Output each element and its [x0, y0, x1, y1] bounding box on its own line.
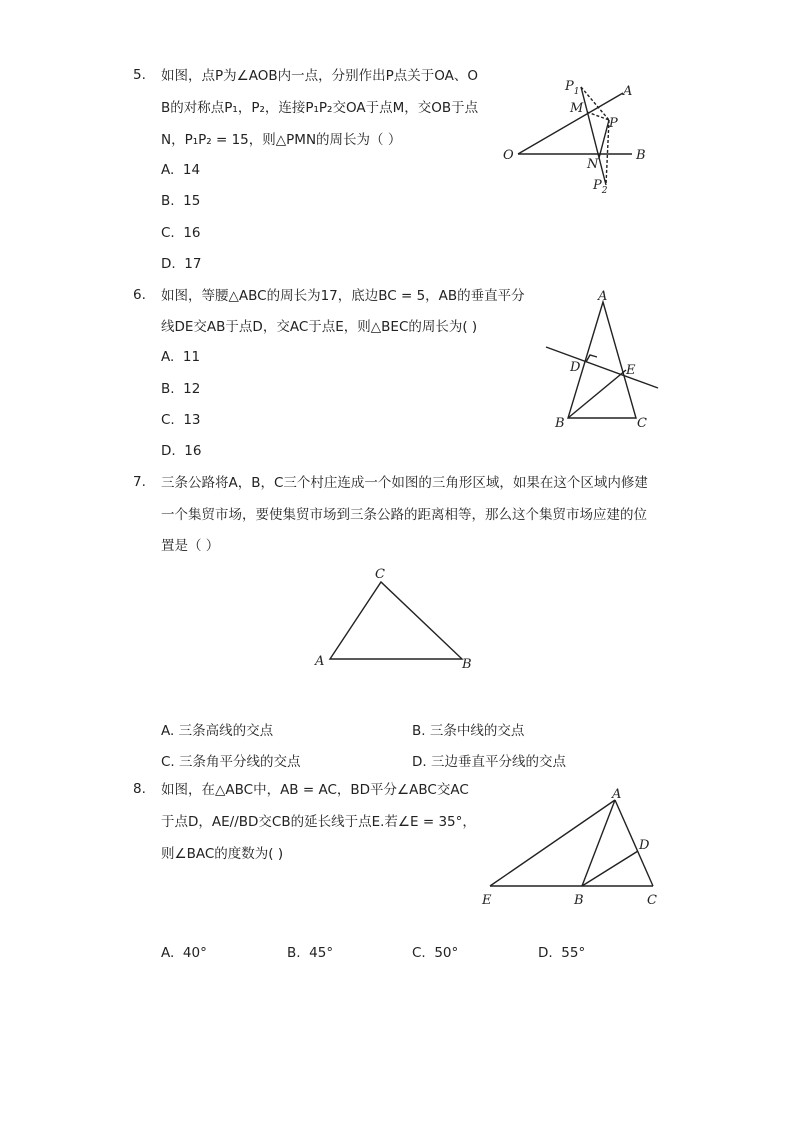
segment-mp	[587, 112, 609, 120]
figure-angle-aob	[495, 70, 665, 205]
option-text: 12	[183, 381, 201, 397]
label-p1: $P_1$	[565, 79, 580, 97]
question-number: 5.	[133, 67, 146, 83]
option-text: 三条角平分线的交点	[179, 754, 301, 770]
question-number: 6.	[133, 287, 146, 303]
question-text-line: 则∠BAC的度数为( )	[161, 846, 284, 862]
option-letter: C.	[161, 412, 175, 428]
question-number: 8.	[133, 781, 146, 797]
option-text: 16	[183, 225, 201, 241]
option-c[interactable]	[161, 225, 201, 241]
option-letter: B.	[287, 945, 301, 961]
option-letter: A.	[161, 723, 175, 739]
label-n: N	[587, 157, 599, 172]
option-d[interactable]	[161, 443, 201, 459]
question-number: 7.	[133, 474, 146, 490]
option-b[interactable]	[412, 719, 524, 739]
option-text: 17	[184, 256, 202, 272]
question-text-line: 三条公路将A，B，C三个村庄连成一个如图的三角形区域，如果在这个区域内修建	[161, 475, 648, 491]
question-text-line: B的对称点P₁，P₂，连接P₁P₂交OA于点M，交OB于点	[161, 100, 479, 116]
right-angle-mark	[586, 355, 597, 362]
line-de	[546, 347, 658, 388]
option-text: 45°	[309, 945, 334, 961]
label-d: D	[570, 360, 581, 375]
question-text-line: 如图，等腰△ABC的周长为17，底边BC = 5，AB的垂直平分	[161, 288, 525, 304]
option-letter: C.	[161, 754, 175, 770]
option-text: 14	[182, 162, 201, 178]
label-c: C	[647, 893, 657, 908]
option-d[interactable]	[161, 256, 201, 272]
segment-ab	[582, 800, 615, 886]
option-text: 55°	[561, 945, 586, 961]
label-e: E	[482, 893, 492, 908]
label-m: M	[570, 101, 584, 116]
label-a: A	[315, 654, 325, 669]
option-letter: B.	[161, 381, 175, 397]
option-a[interactable]	[161, 719, 273, 739]
option-letter: D.	[161, 256, 176, 272]
option-letter: D.	[412, 754, 427, 770]
option-text: 40°	[182, 945, 207, 961]
option-letter: D.	[161, 443, 176, 459]
option-b[interactable]	[161, 381, 200, 397]
segment-ae	[490, 800, 615, 886]
segment-be	[568, 370, 626, 418]
triangle-abc	[330, 582, 462, 659]
label-b: B	[555, 416, 565, 431]
figure-isosceles-triangle	[540, 285, 670, 435]
label-o: O	[503, 148, 514, 163]
option-text: 三条中线的交点	[429, 723, 525, 739]
label-b: B	[462, 657, 472, 672]
option-a[interactable]	[161, 162, 200, 178]
option-text: 三条高线的交点	[178, 723, 274, 739]
question-text-line: 如图，点P为∠AOB内一点，分别作出P点关于OA、O	[161, 68, 479, 84]
question-text-line: 一个集贸市场，要使集贸市场到三条公路的距离相等，那么这个集贸市场应建的位	[161, 507, 647, 523]
option-letter: C.	[161, 225, 175, 241]
label-c: C	[637, 416, 647, 431]
option-b[interactable]	[287, 945, 333, 961]
label-b: B	[636, 148, 646, 163]
label-e: E	[626, 363, 636, 378]
label-a: A	[612, 787, 622, 802]
option-letter: A.	[161, 349, 175, 365]
option-text: 50°	[434, 945, 459, 961]
option-a[interactable]	[161, 945, 207, 961]
option-text: 11	[182, 349, 201, 365]
option-text: 三边垂直平分线的交点	[430, 754, 566, 770]
label-p: P	[609, 116, 618, 131]
option-letter: D.	[538, 945, 553, 961]
option-d[interactable]	[538, 945, 585, 961]
option-letter: A.	[161, 945, 175, 961]
label-p2: $P_2$	[593, 178, 608, 196]
option-letter: B.	[161, 193, 175, 209]
question-text-line: 线DE交AB于点D，交AC于点E，则△BEC的周长为( )	[161, 319, 478, 335]
figure-triangle-abc	[310, 560, 485, 675]
label-b: B	[574, 893, 584, 908]
question-text-line: N，P₁P₂ = 15，则△PMN的周长为（ ）	[161, 132, 402, 148]
option-c[interactable]	[412, 945, 458, 961]
option-b[interactable]	[161, 193, 200, 209]
label-d: D	[639, 838, 650, 853]
segment-bd	[582, 851, 638, 886]
label-a: A	[623, 84, 633, 99]
question-text-line: 如图，在△ABC中，AB = AC，BD平分∠ABC交AC	[161, 782, 469, 798]
option-text: 13	[183, 412, 201, 428]
option-letter: B.	[412, 723, 426, 739]
label-a: A	[598, 289, 608, 304]
option-c[interactable]	[161, 412, 201, 428]
option-c[interactable]	[161, 750, 301, 770]
question-text-line: 于点D，AE//BD交CB的延长线于点E.若∠E = 35°，	[161, 814, 476, 830]
option-text: 16	[184, 443, 202, 459]
option-text: 15	[183, 193, 201, 209]
option-letter: A.	[161, 162, 175, 178]
question-text-line: 置是（ ）	[161, 538, 220, 554]
figure-triangle-with-parallel	[475, 780, 675, 915]
option-letter: C.	[412, 945, 426, 961]
label-c: C	[375, 567, 385, 582]
option-a[interactable]	[161, 349, 200, 365]
option-d[interactable]	[412, 750, 566, 770]
